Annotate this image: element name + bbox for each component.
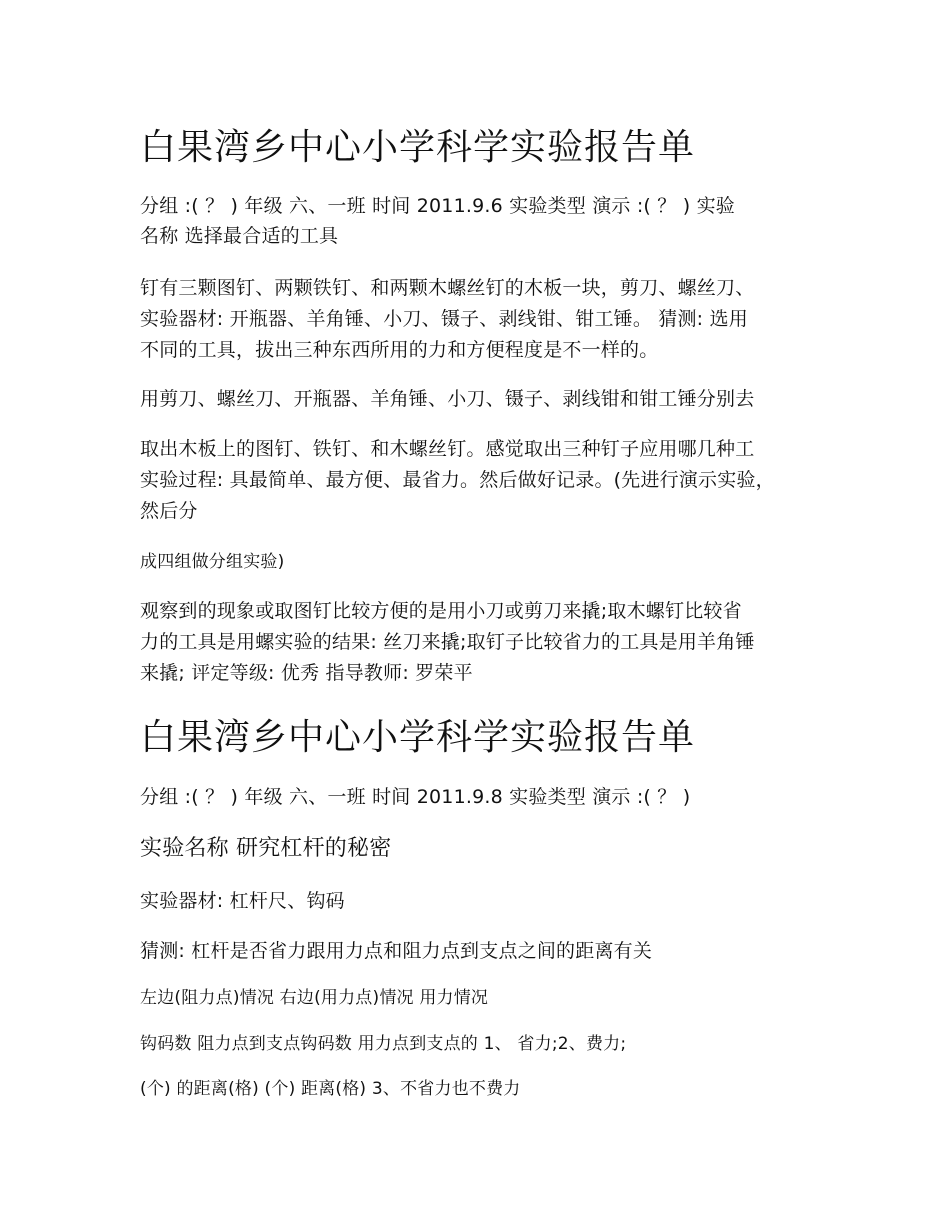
- report-1-meta-line-2: 名称 选择最合适的工具: [140, 225, 339, 247]
- report-2-table-line-2: 钩码数 阻力点到支点钩码数 用力点到支点的 1、 省力;2、费力;: [140, 1034, 627, 1054]
- report-1-process-line-3: 实验过程: 具最简单、最方便、最省力。然后做好记录。(先进行演示实验，: [140, 469, 775, 491]
- report-2-table-line-3: (个) 的距离(格) (个) 距离(格) 3、不省力也不费力: [140, 1079, 521, 1099]
- report-1-process-line-5: 成四组做分组实验): [140, 552, 285, 572]
- report-2-guess-line: 猜测: 杠杆是否省力跟用力点和阻力点到支点之间的距离有关: [140, 940, 653, 962]
- report-1-materials-line-3: 不同的工具，拔出三种东西所用的力和方便程度是不一样的。: [140, 339, 659, 361]
- report-1-process-line-2: 取出木板上的图钉、铁钉、和木螺丝钉。感觉取出三种钉子应用哪几种工: [140, 438, 755, 460]
- report-2-title: 白果湾乡中心小学科学实验报告单: [140, 717, 696, 758]
- report-1-result-line-2: 力的工具是用螺实验的结果: 丝刀来撬;取钉子比较省力的工具是用羊角锤: [140, 631, 755, 653]
- report-1-meta-line-1: 分组 :( ？ ) 年级 六、一班 时间 2011.9.6 实验类型 演示 :( ？ ) 实验: [140, 195, 735, 217]
- report-1-process-line-4: 然后分: [140, 500, 198, 522]
- report-1-result-line-3: 来撬; 评定等级: 优秀 指导教师: 罗荣平: [140, 662, 473, 684]
- report-1-title: 白果湾乡中心小学科学实验报告单: [140, 127, 696, 168]
- report-1-materials-line-2: 实验器材: 开瓶器、羊角锤、小刀、镊子、剥线钳、钳工锤。 猜测: 选用: [140, 308, 748, 330]
- report-2-table-line-1: 左边(阻力点)情况 右边(用力点)情况 用力情况: [140, 988, 489, 1008]
- report-2-name-line: 实验名称 研究杠杆的秘密: [140, 836, 392, 861]
- report-2-meta-line-1: 分组 :( ？ ) 年级 六、一班 时间 2011.9.8 实验类型 演示 :( ？ ): [140, 786, 691, 808]
- report-1-process-line-1: 用剪刀、螺丝刀、开瓶器、羊角锤、小刀、镊子、剥线钳和钳工锤分别去: [140, 388, 755, 410]
- report-1-result-line-1: 观察到的现象或取图钉比较方便的是用小刀或剪刀来撬;取木螺钉比较省: [140, 600, 742, 622]
- report-1-materials-line-1: 钉有三颗图钉、两颗铁钉、和两颗木螺丝钉的木板一块，剪刀、螺丝刀、: [140, 277, 755, 299]
- report-2-materials-line: 实验器材: 杠杆尺、钩码: [140, 890, 345, 912]
